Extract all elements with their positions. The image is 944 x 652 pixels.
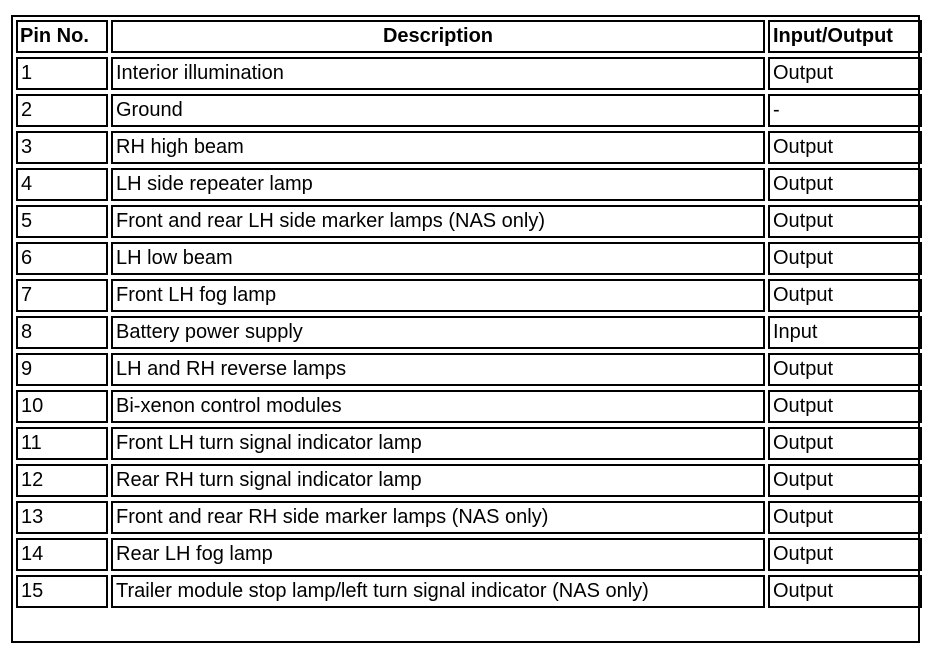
table-row (16, 279, 922, 312)
cell-pin: 14 (16, 538, 108, 571)
cell-io: Output (768, 242, 922, 275)
pin-table-frame (11, 15, 920, 643)
cell-pin: 3 (16, 131, 108, 164)
cell-io: Output (768, 538, 922, 571)
table-row (16, 94, 922, 127)
cell-description: Interior illumination (111, 57, 765, 90)
cell-description: LH side repeater lamp (111, 168, 765, 201)
pin-table (13, 16, 925, 612)
header-input-output: Input/Output (768, 20, 922, 53)
cell-io: Output (768, 57, 922, 90)
cell-pin: 4 (16, 168, 108, 201)
header-pin-no: Pin No. (16, 20, 108, 53)
table-row (16, 538, 922, 571)
cell-io: Output (768, 464, 922, 497)
cell-description: Battery power supply (111, 316, 765, 349)
cell-io: Output (768, 501, 922, 534)
cell-io: Output (768, 131, 922, 164)
cell-pin: 8 (16, 316, 108, 349)
table-row (16, 353, 922, 386)
cell-description: Bi-xenon control modules (111, 390, 765, 423)
cell-description: Front LH fog lamp (111, 279, 765, 312)
cell-description: Front and rear LH side marker lamps (NAS only) (111, 205, 765, 238)
cell-pin: 9 (16, 353, 108, 386)
table-row (16, 205, 922, 238)
table-row (16, 242, 922, 275)
table-row (16, 501, 922, 534)
cell-description: Trailer module stop lamp/left turn signal indicator (NAS only) (111, 575, 765, 608)
table-row (16, 464, 922, 497)
cell-pin: 13 (16, 501, 108, 534)
cell-pin: 1 (16, 57, 108, 90)
cell-pin: 2 (16, 94, 108, 127)
cell-pin: 5 (16, 205, 108, 238)
cell-description: Front and rear RH side marker lamps (NAS only) (111, 501, 765, 534)
cell-pin: 12 (16, 464, 108, 497)
cell-pin: 11 (16, 427, 108, 460)
cell-pin: 10 (16, 390, 108, 423)
cell-io: Output (768, 279, 922, 312)
cell-pin: 6 (16, 242, 108, 275)
cell-io: Output (768, 427, 922, 460)
table-row (16, 390, 922, 423)
cell-io: - (768, 94, 922, 127)
table-header-row (16, 20, 922, 53)
cell-description: Rear RH turn signal indicator lamp (111, 464, 765, 497)
header-description: Description (111, 20, 765, 53)
cell-description: LH and RH reverse lamps (111, 353, 765, 386)
cell-description: Front LH turn signal indicator lamp (111, 427, 765, 460)
table-row (16, 575, 922, 608)
table-row (16, 131, 922, 164)
cell-io: Output (768, 353, 922, 386)
cell-io: Input (768, 316, 922, 349)
cell-pin: 7 (16, 279, 108, 312)
cell-description: LH low beam (111, 242, 765, 275)
cell-io: Output (768, 168, 922, 201)
table-row (16, 427, 922, 460)
cell-pin: 15 (16, 575, 108, 608)
table-row (16, 316, 922, 349)
cell-description: Ground (111, 94, 765, 127)
table-row (16, 168, 922, 201)
cell-description: RH high beam (111, 131, 765, 164)
cell-io: Output (768, 205, 922, 238)
table-row (16, 57, 922, 90)
cell-description: Rear LH fog lamp (111, 538, 765, 571)
cell-io: Output (768, 390, 922, 423)
cell-io: Output (768, 575, 922, 608)
